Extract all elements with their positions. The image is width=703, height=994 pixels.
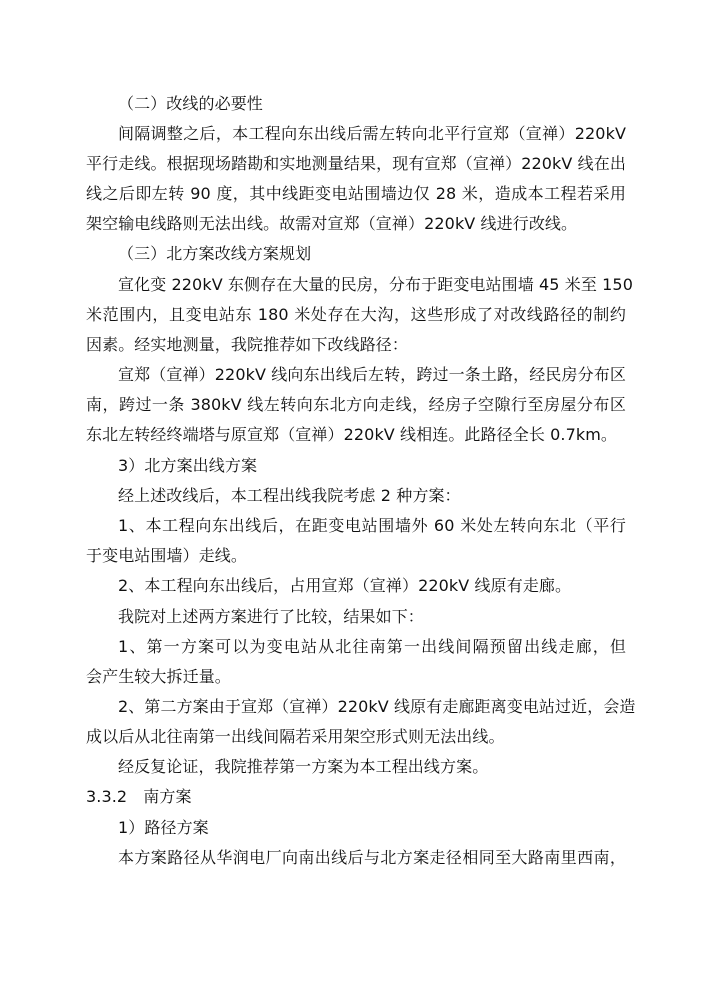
paragraph-line: 间隔调整之后，本工程向东出线后需左转向北平行宣郑（宣禅）220kV — [118, 124, 626, 143]
paragraph-line: 线之后即左转 90 度，其中线距变电站围墙边仅 28 米，造成本工程若采用 — [86, 184, 626, 203]
comparison-item-continuation: 成以后从北往南第一出线间隔若采用架空形式则无法出线。 — [86, 727, 505, 746]
paragraph-line: 我院对上述两方案进行了比较，结果如下： — [118, 607, 424, 626]
section-heading-north-outlet: 3）北方案出线方案 — [118, 456, 258, 475]
paragraph-line: 本方案路径从华润电厂向南出线后与北方案走径相同至大路南里西南， — [118, 848, 626, 867]
paragraph-line: 平行走线。根据现场踏勘和实地测量结果，现有宣郑（宣禅）220kV 线在出 — [86, 154, 626, 173]
paragraph-line: 因素。经实地测量，我院推荐如下改线路径： — [86, 335, 409, 354]
comparison-item: 2、第二方案由于宣郑（宣禅）220kV 线原有走廊距离变电站过近，会造 — [118, 697, 636, 716]
paragraph-line: 东北左转经终端塔与原宣郑（宣禅）220kV 线相连。此路径全长 0.7km。 — [86, 425, 618, 444]
paragraph-line: 宣化变 220kV 东侧存在大量的民房，分布于距变电站围墙 45 米至 150 — [118, 275, 633, 294]
paragraph-line: 架空输电线路则无法出线。故需对宣郑（宣禅）220kV 线进行改线。 — [86, 214, 578, 233]
paragraph-line: 米范围内，且变电站东 180 米处存在大沟，这些形成了对改线路径的制约 — [86, 305, 626, 324]
comparison-item-continuation: 会产生较大拆迁量。 — [86, 667, 231, 686]
option-item: 2、本工程向东出线后，占用宣郑（宣禅）220kV 线原有走廊。 — [118, 576, 572, 595]
paragraph-line: 经上述改线后，本工程出线我院考虑 2 种方案： — [118, 486, 461, 505]
subsection-heading-south-plan: 3.3.2 南方案 — [86, 787, 192, 806]
section-heading-north-plan: （三）北方案改线方案规划 — [118, 244, 312, 263]
option-item-continuation: 于变电站围墙）走线。 — [86, 546, 248, 565]
conclusion-line: 经反复论证，我院推荐第一方案为本工程出线方案。 — [118, 757, 489, 776]
paragraph-line: 南，跨过一条 380kV 线左转向东北方向走线，经房子空隙行至房屋分布区 — [86, 395, 626, 414]
section-heading-necessity: （二）改线的必要性 — [118, 94, 263, 113]
section-heading-route-plan: 1）路径方案 — [118, 818, 209, 837]
option-item: 1、本工程向东出线后，在距变电站围墙外 60 米处左转向东北（平行 — [118, 516, 626, 535]
comparison-item: 1、第一方案可以为变电站从北往南第一出线间隔预留出线走廊，但 — [118, 637, 626, 656]
paragraph-line: 宣郑（宣禅）220kV 线向东出线后左转，跨过一条土路，经民房分布区 — [118, 365, 626, 384]
